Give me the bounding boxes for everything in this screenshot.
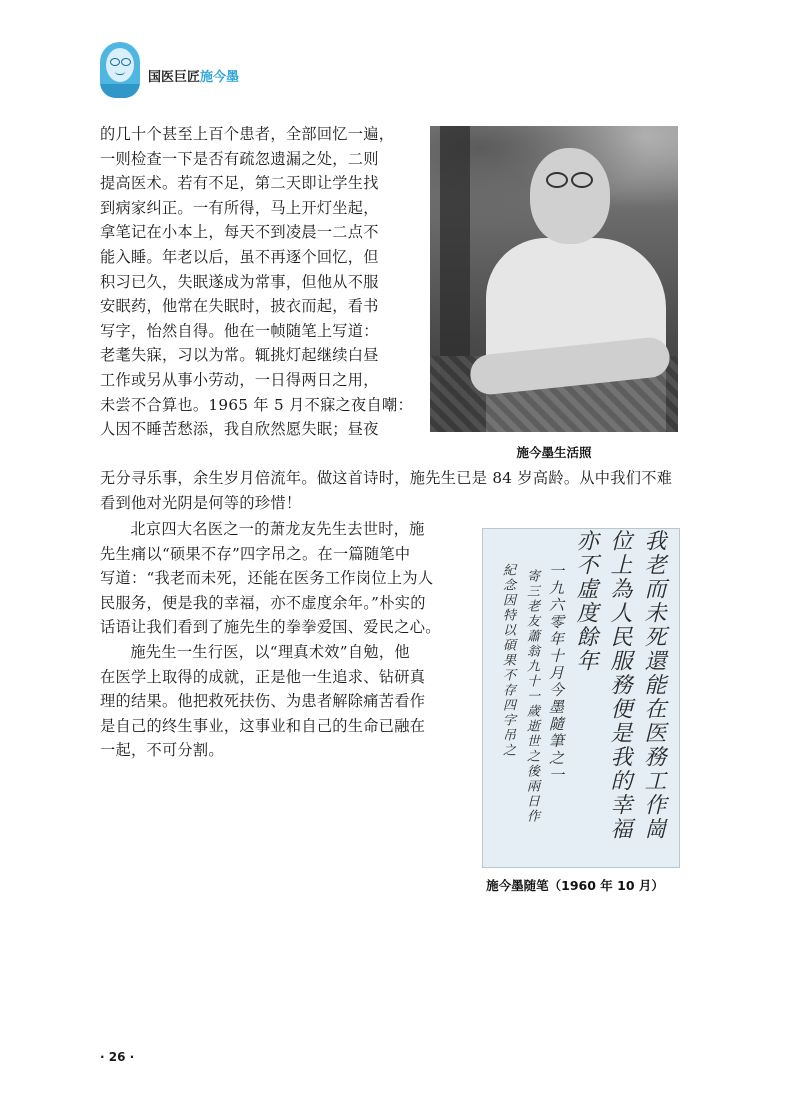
text-line: 看到他对光阴是何等的珍惜！: [100, 493, 302, 512]
text-line: 未尝不合算也。1965 年 5 月不寐之夜自嘲：: [100, 395, 413, 414]
text-line: 无分寻乐事，余生岁月倍流年。做这首诗时，施先生已是 84 岁高龄。从中我们不难: [100, 469, 673, 487]
text-line: 先生痛以“硕果不存”四字吊之。在一篇随笔中: [100, 544, 411, 563]
text-block-wrapped-left: [100, 122, 418, 442]
calligraphy-column: 我老而未死還能在医務工作崗: [641, 529, 666, 841]
text-line: 写道：“我老而未死，还能在医务工作岗位上为人: [100, 569, 434, 588]
text-block-full-width: [100, 466, 684, 515]
text-line: 一起，不可分割。: [100, 741, 224, 760]
text-line: 施先生一生行医，以“理真术效”自勉，他: [130, 642, 410, 661]
text-line: 工作或另从事小劳动，一日得两日之用，: [100, 370, 379, 389]
portrait-logo-icon: [100, 42, 140, 98]
photo-caption: 施今墨生活照: [516, 445, 592, 460]
text-line: 北京四大名医之一的萧龙友先生去世时，施: [130, 520, 425, 538]
calligraphy-caption: 施今墨随笔（1960 年 10 月）: [486, 878, 664, 893]
header-title-part1: 国医巨匠: [148, 70, 201, 85]
calligraphy-column: 紀念因特以碩果不存四字吊之: [500, 563, 515, 758]
text-line: 民服务，便是我的幸福，亦不虚度余年。”朴实的: [100, 593, 426, 612]
page-number: · 26 ·: [100, 1050, 135, 1064]
calligraphy-image: [482, 528, 680, 868]
text-line: 的几十个甚至上百个患者，全部回忆一遍，: [100, 125, 395, 143]
text-line: 到病家纠正。一有所得，马上开灯坐起，: [100, 198, 379, 217]
calligraphy-column: 一九六零年十月今墨隨筆之一: [547, 563, 565, 784]
text-line: 积习已久，失眠遂成为常事，但他从不服: [100, 272, 379, 291]
text-line: 在医学上取得的成就，正是他一生追求、钻研真: [100, 667, 426, 686]
running-header: [0, 0, 800, 110]
text-line: 能入睡。年老以后，虽不再逐个回忆，但: [100, 247, 379, 266]
text-block-lower: [100, 517, 460, 763]
text-line: 话语让我们看到了施先生的拳拳爱国、爱民之心。: [100, 618, 441, 637]
calligraphy-column: 位上為人民服務便是我的幸福: [607, 529, 632, 841]
text-line: 老耄失寐，习以为常。辄挑灯起继续白昼: [100, 346, 379, 365]
text-line: 一则检查一下是否有疏忽遗漏之处，二则: [100, 149, 379, 168]
text-line: 安眠药，他常在失眠时，披衣而起，看书: [100, 297, 379, 316]
text-line: 提高医术。若有不足，第二天即让学生找: [100, 174, 379, 193]
text-line: 拿笔记在小本上，每天不到凌晨一二点不: [100, 223, 379, 242]
text-line: 是自己的终生事业，这事业和自己的生命已融在: [100, 716, 426, 735]
text-line: 理的结果。他把救死扶伤、为患者解除痛苦看作: [100, 692, 426, 711]
portrait-photo: [430, 126, 678, 432]
calligraphy-column: 寄三老友蕭翁九十一歲逝世之後兩日作: [524, 569, 539, 824]
header-title-part2: 施今墨: [200, 70, 240, 85]
calligraphy-column: 亦不虛度餘年: [573, 529, 598, 673]
running-header-title: [148, 66, 239, 85]
text-line: 写字，怡然自得。他在一帧随笔上写道：: [100, 321, 379, 340]
text-line: 人因不睡苦愁添，我自欣然愿失眠；昼夜: [100, 420, 379, 439]
